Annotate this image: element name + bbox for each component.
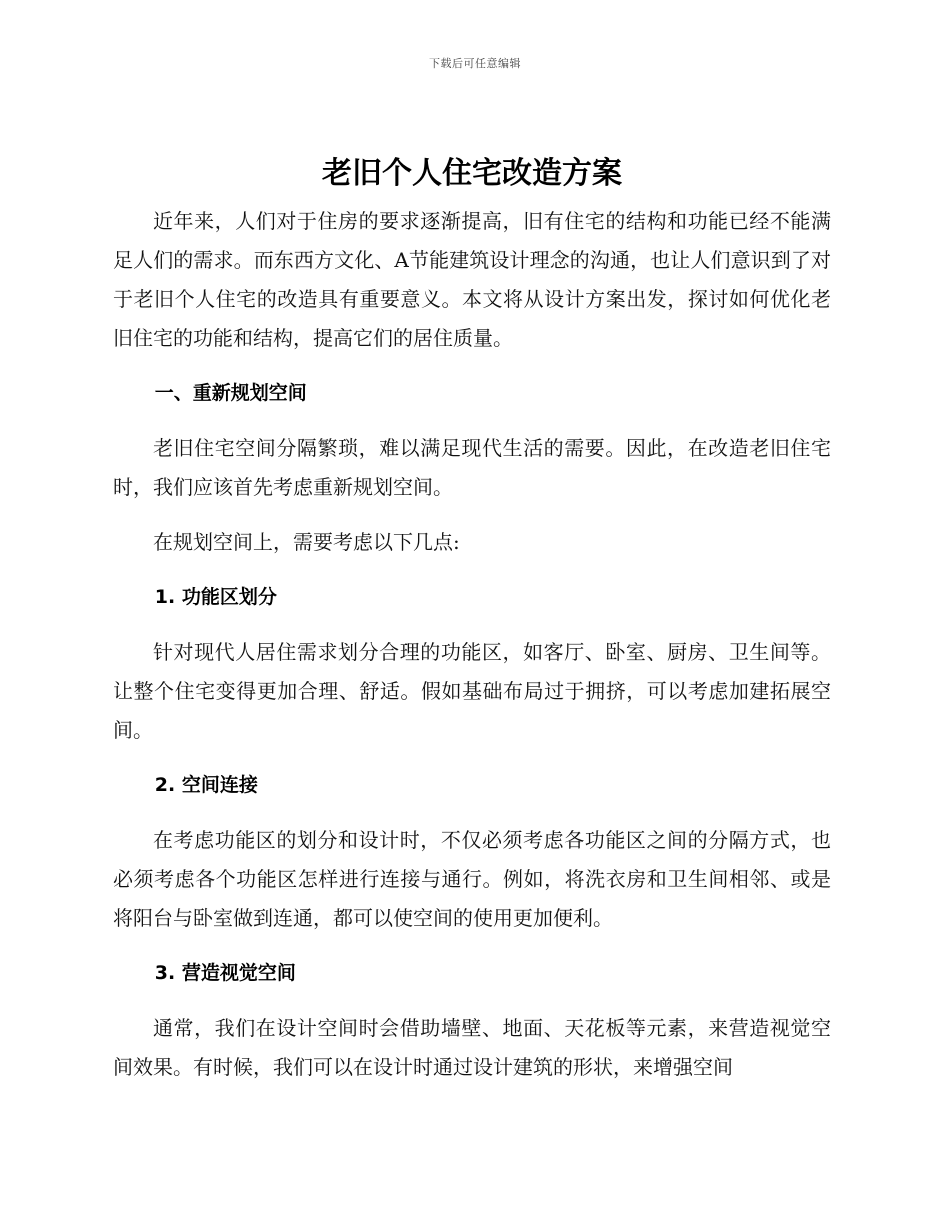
section-heading-replan-space: 一、重新规划空间 bbox=[154, 382, 307, 404]
document-title: 老旧个人住宅改造方案 bbox=[322, 156, 622, 191]
section-paragraph: 在规划空间上，需要考虑以下几点: bbox=[153, 530, 460, 554]
subheading-visual-space: 3. 营造视觉空间 bbox=[154, 962, 296, 984]
item-paragraph: 针对现代人居住需求划分合理的功能区，如客厅、卧室、厨房、卫生间等。让整个住宅变得更加合理、舒适。假如基础布局过于拥挤，可以考虑加建拓展空间。 bbox=[113, 640, 831, 742]
document-body bbox=[113, 150, 831, 1087]
header-note: 下载后可任意编辑 bbox=[429, 57, 521, 70]
intro-paragraph: 近年来，人们对于住房的要求逐渐提高，旧有住宅的结构和功能已经不能满足人们的需求。而东西方文化、A节能建筑设计理念的沟通，也让人们意识到了对于老旧个人住宅的改造具有重要意义。本文将从设计方案出发，探讨如何优化老旧住宅的功能和结构，提高它们的居住质量。 bbox=[113, 209, 831, 350]
subheading-space-connection: 2. 空间连接 bbox=[154, 774, 258, 796]
section-paragraph: 老旧住宅空间分隔繁琐，难以满足现代生活的需要。因此，在改造老旧住宅时，我们应该首先考虑重新规划空间。 bbox=[113, 436, 831, 499]
subheading-function-zones: 1. 功能区划分 bbox=[154, 586, 277, 608]
item-paragraph: 在考虑功能区的划分和设计时，不仅必须考虑各功能区之间的分隔方式，也必须考虑各个功能区怎样进行连接与通行。例如，将洗衣房和卫生间相邻、或是将阳台与卧室做到连通，都可以使空间的使用更加便利。 bbox=[113, 828, 831, 930]
item-paragraph: 通常，我们在设计空间时会借助墙壁、地面、天花板等元素，来营造视觉空间效果。有时候，我们可以在设计时通过设计建筑的形状，来增强空间 bbox=[113, 1016, 831, 1079]
